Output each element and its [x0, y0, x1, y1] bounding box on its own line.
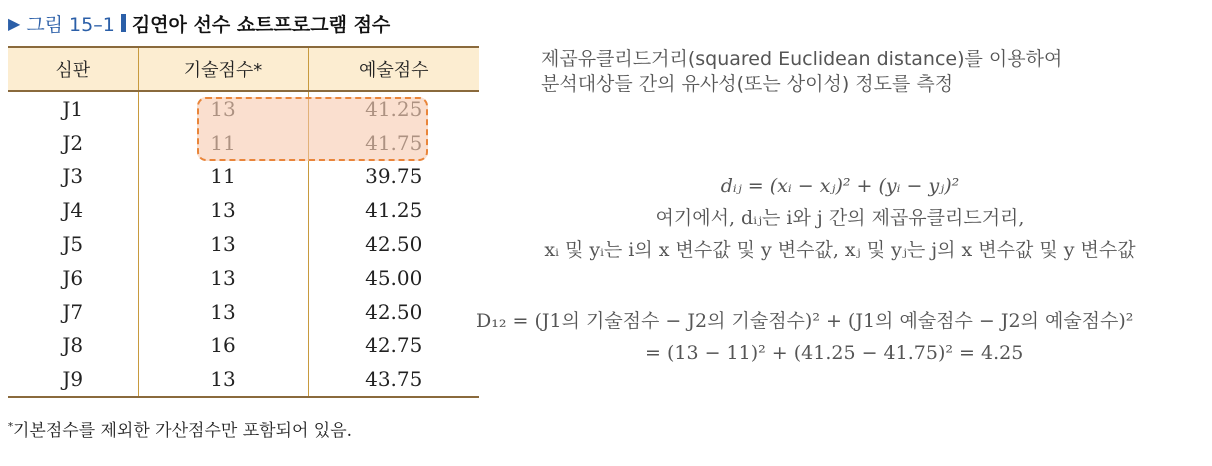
cell-technical: 13	[138, 261, 308, 295]
calculation-line-1: D₁₂ = (J1의 기술점수 − J2의 기술점수)² + (J1의 예술점수 − J2의 예술점수)²	[476, 310, 1134, 332]
description	[541, 47, 1062, 97]
distance-equation: dᵢⱼ = (xᵢ − xⱼ)² + (yᵢ − yⱼ)²	[720, 175, 960, 197]
cell-technical: 13	[138, 193, 308, 227]
table-row	[8, 261, 479, 295]
cell-artistic: 45.00	[308, 261, 479, 295]
table-row	[8, 362, 479, 397]
formula-where-line: 여기에서, dᵢⱼ는 i와 j 간의 제곱유클리드거리,	[655, 207, 1025, 229]
divider-bar	[121, 14, 126, 32]
table-row	[8, 193, 479, 227]
footnote-mark: *	[8, 421, 13, 433]
cell-judge: J9	[8, 362, 138, 397]
figure-title	[8, 8, 390, 38]
header-technical: 기술점수*	[138, 47, 308, 91]
cell-artistic: 42.50	[308, 295, 479, 329]
table-header-row	[8, 47, 479, 91]
figure-label: 그림 15–1	[26, 13, 115, 36]
table-row	[8, 329, 479, 363]
table-row	[8, 227, 479, 261]
cell-technical: 13	[138, 362, 308, 397]
calculation-line-2: = (13 − 11)² + (41.25 − 41.75)² = 4.25	[645, 342, 1024, 364]
cell-judge: J4	[62, 198, 84, 223]
cell-judge: J1	[62, 96, 84, 121]
cell-artistic: 42.75	[308, 329, 479, 363]
highlight-box	[197, 97, 428, 161]
cell-judge: J7	[62, 299, 84, 324]
formula-vars-line: xᵢ 및 yᵢ는 i의 x 변수값 및 y 변수값, xⱼ 및 yⱼ는 j의 x 변수값 및 y 변수값	[544, 239, 1136, 261]
score-table-container	[8, 46, 479, 398]
arrow-icon: ▶	[8, 13, 21, 33]
cell-artistic: 39.75	[308, 160, 479, 194]
description-line-2: 분석대상들 간의 유사성(또는 상이성) 정도를 측정	[541, 73, 954, 95]
cell-judge: J2	[62, 130, 84, 155]
cell-judge: J6	[62, 265, 84, 290]
formula-block	[480, 170, 1200, 266]
table-row	[8, 160, 479, 194]
cell-artistic: 42.50	[308, 227, 479, 261]
figure-name: 김연아 선수 쇼트프로그램 점수	[131, 13, 391, 36]
header-judge: 심판	[8, 47, 138, 91]
cell-technical: 16	[138, 329, 308, 363]
cell-judge: J8	[62, 333, 84, 358]
cell-judge: J5	[62, 232, 84, 257]
cell-technical: 13	[138, 295, 308, 329]
cell-technical: 11	[138, 160, 308, 194]
footnote	[8, 416, 352, 441]
description-line-1: 제곱유클리드거리(squared Euclidean distance)를 이용하여	[541, 48, 1063, 70]
cell-judge: J3	[62, 164, 84, 189]
header-artistic: 예술점수	[308, 47, 479, 91]
cell-artistic: 43.75	[308, 362, 479, 397]
footnote-text: 기본점수를 제외한 가산점수만 포함되어 있음.	[13, 421, 353, 441]
cell-technical: 13	[138, 227, 308, 261]
cell-artistic: 41.25	[308, 193, 479, 227]
table-row	[8, 295, 479, 329]
calculation-block	[470, 305, 1210, 369]
